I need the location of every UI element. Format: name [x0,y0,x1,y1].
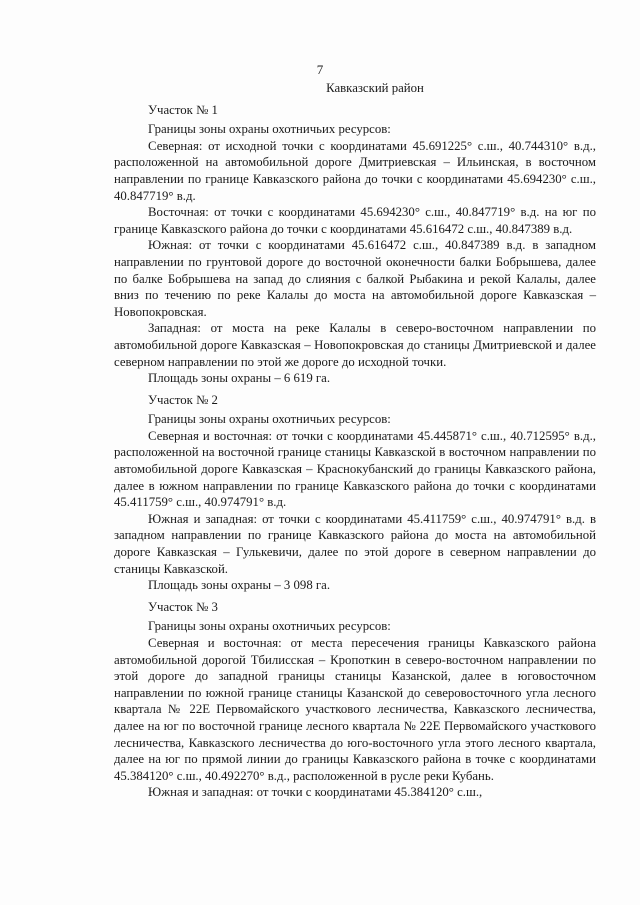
section-plot-1 [114,102,596,387]
document-body [114,80,596,801]
district-title: Кавказский район [326,81,424,95]
paragraph: Южная и западная: от точки с координатами 45.384120° с.ш., [148,785,483,800]
paragraph: Западная: от моста на реке Калалы в северо-восточном направлении по автомобильной дороге Кавказская – Новопокровская до станицы Дмитриевской и далее северном направлении по этой же дороге до исходной точки. [114,321,596,369]
area-statement: Площадь зоны охраны – 3 098 га. [148,578,331,593]
paragraph: Северная и восточная: от места пересечения границы Кавказского района автомобильной дорогой Тбилисская – Кропоткин в северо-восточном направлении по этой дороге до западной границы станицы Казанской, далее в юговосточном направлении по южной границе станицы Казанской до северовосточного угла лесного квартала № 22Е Первомайского участкового лесничества, Кавказского лесничества, далее на юг по восточной границе лесного квартала № 22Е Первомайского участкового лесничества, Кавказского лесничества до юго-восточного угла этого лесного квартала, далее на юг по прямой линии до границы Кавказского района в точке с координатами 45.384120° с.ш., 40.492270° в.д., расположенной в русле реки Кубань. [114,636,596,783]
area-statement: Площадь зоны охраны – 6 619 га. [148,371,331,386]
section-title: Участок № 3 [148,599,218,614]
paragraph: Границы зоны охраны охотничьих ресурсов: [148,412,391,427]
paragraph: Границы зоны охраны охотничьих ресурсов: [148,122,391,137]
paragraph: Северная и восточная: от точки с координатами 45.445871° с.ш., 40.712595° в.д., расположенной на восточной границе станицы Кавказской в восточном направлении по автомобильной дороге Кавказская – Краснокубанский до границы Кавказского района, далее в южном направлении по границе Кавказского района до точки с координатами 45.411759° с.ш., 40.974791° в.д. [114,428,596,510]
paragraph: Южная: от точки с координатами 45.616472 с.ш., 40.847389 в.д. в западном направлении по грунтовой дороге до восточной оконечности балки Бобрышева, далее по балке Бобрышева на запад до слияния с балкой Рыбакина и рекой Калалы, далее вниз по течению по реке Калалы до моста на автомобильной дороге Кавказская – Новопокровская. [114,238,596,319]
paragraph: Южная и западная: от точки с координатами 45.411759° с.ш., 40.974791° в.д. в западном направлении по границе Кавказского района до моста на автомобильной дороге Кавказская – Гулькевичи, далее по этой дороге в северном направлении до станицы Кавказской. [114,511,596,576]
page-number: 7 [316,62,324,77]
paragraph: Границы зоны охраны охотничьих ресурсов: [148,619,391,634]
section-title: Участок № 1 [148,102,218,117]
paragraph: Северная: от исходной точки с координатами 45.691225° с.ш., 40.744310° в.д., расположенной на автомобильной дороге Дмитриевская – Ильинская, в восточном направлении по границе Кавказского района до точки с координатами 45.694230° с.ш., 40.847719° в.д. [114,138,596,203]
section-title: Участок № 2 [148,392,218,407]
section-plot-3 [114,599,596,801]
section-plot-2 [114,392,596,594]
paragraph: Восточная: от точки с координатами 45.694230° с.ш., 40.847719° в.д. на юг по границе Кавказского района до точки с координатами 45.616472 с.ш., 40.847389 в.д. [114,205,596,236]
